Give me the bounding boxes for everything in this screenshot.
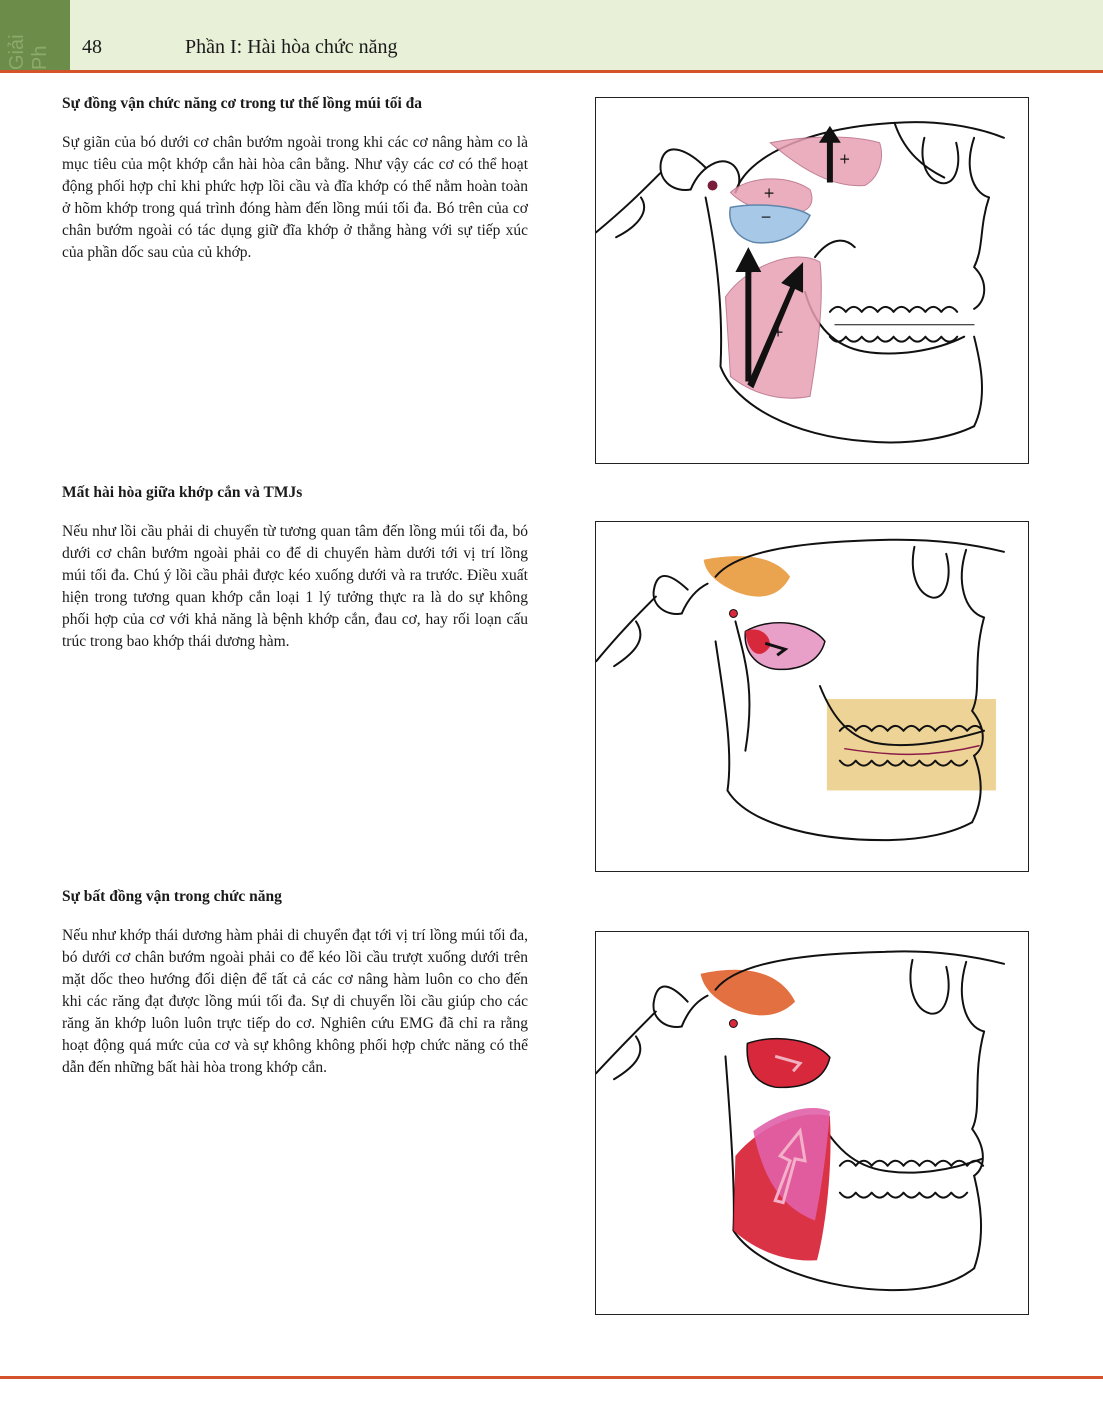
jaw-illustration-3 xyxy=(596,932,1028,1314)
section-disharmony xyxy=(62,483,528,653)
chapter-side-tab xyxy=(0,0,70,70)
page-number: 48 xyxy=(82,36,102,58)
section-heading: Sự đồng vận chức năng cơ trong tư thế lồng múi tối đa xyxy=(62,95,423,112)
section-body: Nếu như khớp thái dương hàm phải di chuyển đạt tới vị trí lồng múi tối đa, bó dưới cơ chân bướm ngoài phải co để kéo lồi cầu trượt xuống dưới trên mặt dốc theo hướng đối diện để tất cả các cơ nâng hàm luôn co cho đến khi các răng đạt được lồng múi tối đa. Sự di chuyển lồi cầu giúp cho các răng ăn khớp luôn luôn trực tiếp do cơ. Nghiên cứu EMG đã chỉ ra rằng hoạt động quá mức của cơ và sự không không phối hợp chức năng có thể dẫn đến những bất hài hòa trong khớp cắn. xyxy=(62,927,528,1077)
jaw-illustration-2 xyxy=(596,522,1028,871)
plus-sign: + xyxy=(763,185,775,202)
figure-jaw-asynergy xyxy=(595,931,1029,1315)
section-body: Nếu như lồi cầu phải di chuyển từ tương quan tâm đến lồng múi tối đa, bó dưới cơ chân bướm ngoài phải co để di chuyển hàm dưới tới vị trí lồng múi tối đa. Chú ý lồi cầu phải được kéo xuống dưới và ra trước. Điều xuất hiện trong tương quan khớp cắn loại 1 lý tưởng thực ra là do sự không phối hợp của cơ với khả năng là bệnh khớp cắn, đau cơ, hay rối loạn cấu trúc trong bao khớp thái dương hàm. xyxy=(62,523,528,651)
side-tab-text: Giải Ph xyxy=(6,34,51,70)
page-header xyxy=(0,0,1103,73)
section-heading: Mất hài hòa giữa khớp cắn và TMJs xyxy=(62,484,303,501)
plus-sign: + xyxy=(772,324,784,341)
footer-rule xyxy=(0,1376,1103,1379)
figure-jaw-disharmony xyxy=(595,521,1029,872)
section-body: Sự giãn của bó dưới cơ chân bướm ngoài trong khi các cơ nâng hàm co là mục tiêu của một khớp cắn hài hòa cân bằng. Như vậy các cơ có thể hoạt động phối hợp chỉ khi phức hợp lồi cầu và đĩa khớp có thể nằm hoàn toàn ở hõm khớp trong quá trình đóng hàm đến lồng múi tối đa. Bó trên của cơ chân bướm ngoài có tác dụng giữ đĩa khớp ở thẳng hàng với sự tiếp xúc của phần dốc sau của củ khớp. xyxy=(62,134,528,262)
section-synergy xyxy=(62,94,528,264)
plus-sign: + xyxy=(838,151,851,168)
running-title: Phần I: Hài hòa chức năng xyxy=(185,36,398,58)
section-asynergy xyxy=(62,887,528,1079)
figure-jaw-synergy xyxy=(595,97,1029,464)
section-heading: Sự bất đồng vận trong chức năng xyxy=(62,888,282,905)
minus-sign: − xyxy=(760,209,772,226)
jaw-illustration-1 xyxy=(596,98,1028,463)
